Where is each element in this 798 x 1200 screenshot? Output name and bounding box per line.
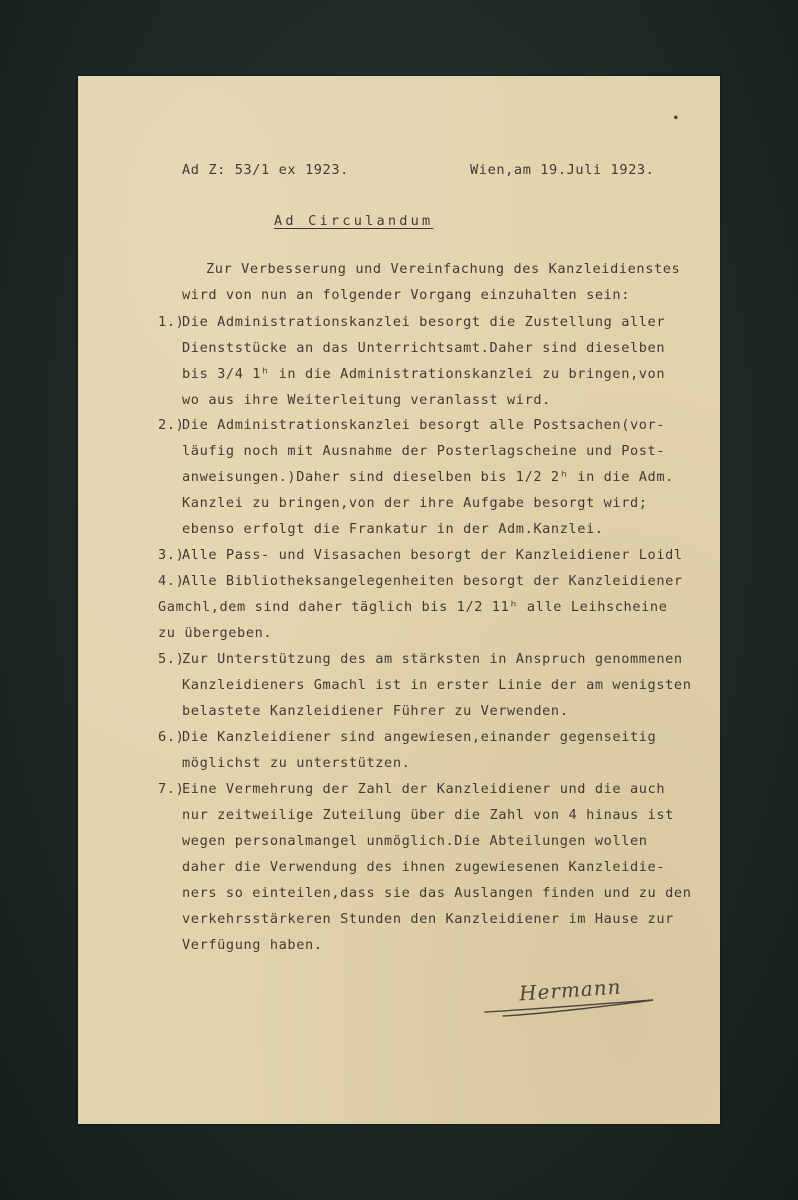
item-number: 6.) bbox=[158, 729, 185, 745]
item-line: Gamchl,dem sind daher täglich bis 1/2 11ʰ alle Leihscheine bbox=[158, 599, 668, 615]
place-date: Wien,am 19.Juli 1923. bbox=[470, 162, 655, 178]
item-line: ners so einteilen,dass sie das Auslangen finden und zu den bbox=[182, 885, 692, 901]
item-line: Die Administrationskanzlei besorgt alle Postsachen(vor- bbox=[182, 417, 666, 433]
item-line: Kanzleidieners Gmachl ist in erster Linie der am wenigsten bbox=[182, 677, 692, 693]
item-line: daher die Verwendung des ihnen zugewiesenen Kanzleidie- bbox=[182, 859, 666, 875]
item-line: zu übergeben. bbox=[158, 625, 273, 641]
item-line: nur zeitweilige Zuteilung über die Zahl von 4 hinaus ist bbox=[182, 807, 674, 823]
item-line: Dienststücke an das Unterrichtsamt.Daher sind dieselben bbox=[182, 340, 666, 356]
item-line: möglichst zu unterstützen. bbox=[182, 755, 411, 771]
item-line: Eine Vermehrung der Zahl der Kanzleidiener und die auch bbox=[182, 781, 666, 797]
document-sheet bbox=[78, 76, 720, 1124]
item-line: ebenso erfolgt die Frankatur in der Adm.Kanzlei. bbox=[182, 521, 604, 537]
item-line: Die Kanzleidiener sind angewiesen,einander gegenseitig bbox=[182, 729, 657, 745]
signature-text: Hermann bbox=[518, 974, 623, 1006]
handwritten-signature bbox=[483, 976, 661, 1026]
item-line: läufig noch mit Ausnahme der Posterlagscheine und Post- bbox=[182, 443, 666, 459]
item-line: bis 3/4 1ʰ in die Administrationskanzlei zu bringen,von bbox=[182, 366, 666, 382]
intro-line: Zur Verbesserung und Vereinfachung des Kanzleidienstes bbox=[206, 261, 681, 277]
item-number: 4.) bbox=[158, 573, 185, 589]
item-number: 3.) bbox=[158, 547, 185, 563]
item-line: wo aus ihre Weiterleitung veranlasst wird. bbox=[182, 392, 551, 408]
item-line: wegen personalmangel unmöglich.Die Abteilungen wollen bbox=[182, 833, 648, 849]
item-line: Verfügung haben. bbox=[182, 937, 323, 953]
item-line: belastete Kanzleidiener Führer zu Verwenden. bbox=[182, 703, 569, 719]
item-number: 2.) bbox=[158, 417, 185, 433]
item-line: anweisungen.)Daher sind dieselben bis 1/2 2ʰ in die Adm. bbox=[182, 469, 674, 485]
item-number: 5.) bbox=[158, 651, 185, 667]
item-line: verkehrsstärkeren Stunden den Kanzleidiener im Hause zur bbox=[182, 911, 674, 927]
item-line: Kanzlei zu bringen,von der ihre Aufgabe besorgt wird; bbox=[182, 495, 648, 511]
ink-speck: ● bbox=[674, 114, 678, 121]
item-line: Zur Unterstützung des am stärksten in Anspruch genommenen bbox=[182, 651, 683, 667]
intro-line: wird von nun an folgender Vorgang einzuhalten sein: bbox=[182, 287, 630, 303]
reference-number: Ad Z: 53/1 ex 1923. bbox=[182, 162, 349, 178]
item-line: Die Administrationskanzlei besorgt die Zustellung aller bbox=[182, 314, 666, 330]
item-number: 7.) bbox=[158, 781, 185, 797]
item-number: 1.) bbox=[158, 314, 185, 330]
item-line: Alle Bibliotheksangelegenheiten besorgt der Kanzleidiener bbox=[182, 573, 683, 589]
document-title: Ad Circulandum bbox=[274, 213, 434, 229]
item-line: Alle Pass- und Visasachen besorgt der Kanzleidiener Loidl bbox=[182, 547, 683, 563]
